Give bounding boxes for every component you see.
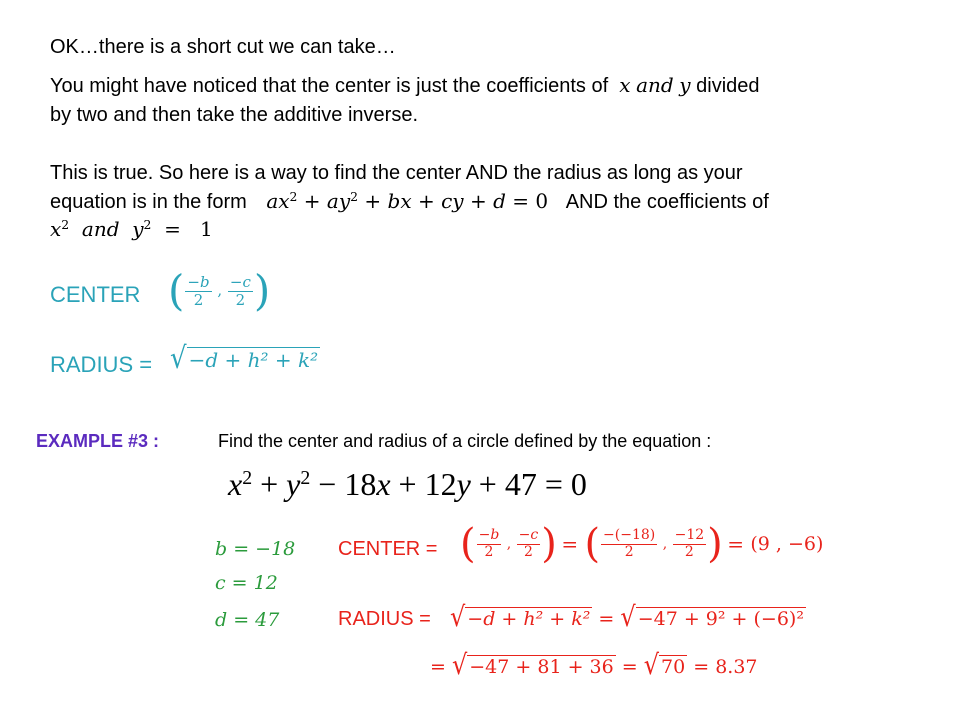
- paragraph-1-line-2: by two and then take the additive inverse.: [50, 104, 419, 126]
- center-formula: ( $\frac{-b}{2}$ , $\frac{-c}{2}$ ): [168, 266, 271, 315]
- example-label: EXAMPLE #3 :: [36, 431, 160, 451]
- heading: OK…there is a short cut we can take…: [50, 36, 396, 58]
- center-calc-label: CENTER =: [338, 538, 438, 560]
- given-c: c = 12: [215, 572, 278, 594]
- word-and: and: [636, 73, 674, 97]
- var-y: y: [679, 73, 691, 97]
- radius-calc-label: RADIUS =: [338, 608, 431, 630]
- given-b: b = −18: [215, 538, 296, 560]
- paragraph-2-text-a: equation is in the form: [50, 191, 247, 213]
- radius-final-calc: = √ −47 + 81 + 36 = √ 70 = 8.37: [430, 648, 758, 682]
- paragraph-1-text-a: You might have noticed that the center is just the coefficients of: [50, 75, 609, 97]
- paragraph-1-text-b: divided: [696, 75, 760, 97]
- example-prompt: Find the center and radius of a circle defined by the equation :: [218, 431, 712, 451]
- center-result: (9 , −6): [750, 533, 824, 555]
- var-x: x: [619, 73, 631, 97]
- given-d: d = 47: [215, 609, 280, 631]
- paragraph-2-text-b: AND the coefficients of: [565, 191, 769, 213]
- paragraph-2-line-2: [50, 190, 769, 215]
- center-calc-formula: ( $\frac{-b}{2}$ , $\frac{-c}{2}$ ) = ( $\frac{-(-18)}{2}$ , $\frac{-12}{2}$ ) = (9 , −6): [460, 521, 824, 567]
- center-label: CENTER: [50, 282, 141, 307]
- example-equation: $x^2 + y^2 - 18x + 12y + 47 = 0$: [228, 466, 587, 502]
- coefficient-condition: $x^2$ and $y^2$ = 1: [50, 217, 213, 241]
- paragraph-1-line-1: [50, 74, 760, 99]
- paragraph-2-line-1: This is true. So here is a way to find the center AND the radius as long as your: [50, 162, 743, 184]
- general-form-equation: $ax^2 + ay^2$ + bx + cy + d = 0: [266, 189, 549, 213]
- radius-label: RADIUS =: [50, 352, 153, 377]
- radius-value: 8.37: [715, 656, 758, 678]
- radius-calc-formula: √ −d + h² + k² = √ −47 + 9² + (−6)²: [450, 600, 804, 634]
- radius-formula: √ −d + h² + k²: [170, 341, 319, 377]
